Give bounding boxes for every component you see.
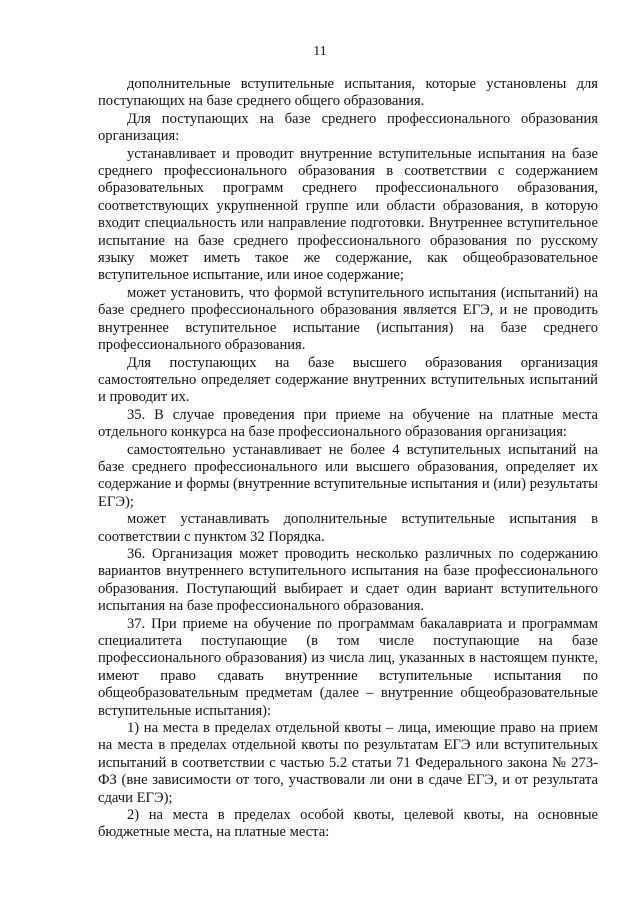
paragraph: может устанавливать дополнительные вступительные испытания в соответствии с пунктом 32 Порядка. — [98, 511, 598, 545]
paragraph: 1) на места в пределах отдельной квоты – лица, имеющие право на прием на места в пределах отдельной квоты по результатам ЕГЭ или вступительных испытаний в соответствии с частью 5.2 статьи 71 Федерального закона № 273-ФЗ (вне зависимости от того, участвовали ли они в сдаче ЕГЭ, и от результата сдачи ЕГЭ); — [98, 720, 598, 806]
document-body — [98, 76, 598, 842]
paragraph: может установить, что формой вступительного испытания (испытаний) на базе среднего профессионального образования является ЕГЭ, и не проводить внутреннее вступительное испытание (испытания) на базе среднего профессионального образования. — [98, 284, 598, 354]
paragraph: 37. При приеме на обучение по программам бакалавриата и программам специалитета поступающие (в том числе поступающие на базе профессионального образования) из числа лиц, указанных в настоящем пункте, имеют право сдавать внутренние вступительные испытания по общеобразовательным предметам (далее – внутренние общеобразовательные вступительные испытания): — [98, 615, 598, 719]
paragraph: 35. В случае проведения при приеме на обучение на платные места отдельного конкурса на базе профессионального образования организация: — [98, 406, 598, 441]
paragraph: дополнительные вступительные испытания, которые установлены для поступающих на базе среднего общего образования. — [98, 76, 598, 110]
paragraph: 36. Организация может проводить несколько различных по содержанию вариантов внутреннего вступительного испытания на базе профессионального образования. Поступающий выбирает и сдает один вариант вступительного испытания на базе профессионального образования. — [98, 545, 598, 615]
paragraph: Для поступающих на базе среднего профессионального образования организация: — [98, 110, 598, 145]
paragraph: самостоятельно устанавливает не более 4 вступительных испытаний на базе среднего профессионального или высшего образования, определяет их содержание и формы (внутренние вступительные испытания и (или) результаты ЕГЭ); — [98, 441, 598, 510]
paragraph: Для поступающих на базе высшего образования организация самостоятельно определяет содержание внутренних вступительных испытаний и проводит их. — [98, 354, 598, 406]
paragraph: 2) на места в пределах особой квоты, целевой квоты, на основные бюджетные места, на платные места: — [98, 807, 598, 841]
paragraph: устанавливает и проводит внутренние вступительные испытания на базе среднего профессионального образования в соответствии с содержанием образовательных программ среднего профессионального образования, соответствующих укрупненной группе или области образования, в которую входит специальность или направление подготовки. Внутреннее вступительное испытание на базе среднего профессионального образования по русскому языку может иметь такое же содержание, как общеобразовательное вступительное испытание, или иное содержание; — [98, 145, 598, 284]
page-number: 11 — [313, 44, 327, 59]
